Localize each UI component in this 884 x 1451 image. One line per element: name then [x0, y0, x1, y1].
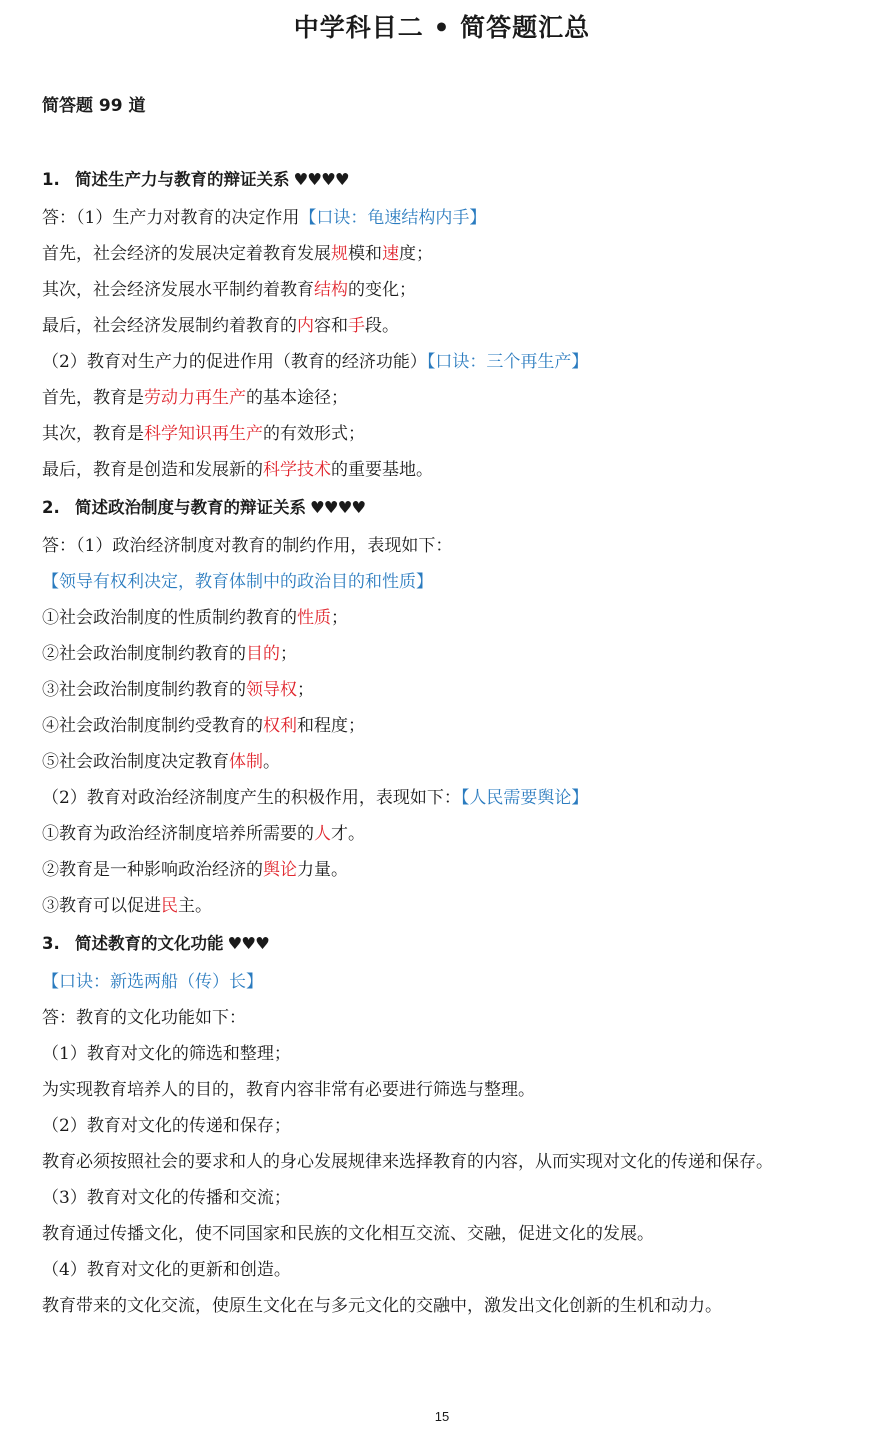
answer-line: [42, 236, 842, 272]
answer-line: [42, 600, 842, 636]
text-run: ；: [297, 680, 314, 700]
text-run: 其次，社会经济发展水平制约着教育: [42, 280, 314, 300]
mnemonic-tip: 【口诀：新选两船（传）长】: [42, 972, 263, 992]
answer-line: [42, 1144, 842, 1180]
text-run: 答：教育的文化功能如下：: [42, 1008, 246, 1028]
answer-line: [42, 888, 842, 924]
mnemonic-tip: 【口诀：三个再生产】: [426, 352, 589, 372]
importance-hearts: ♥♥♥♥: [310, 498, 366, 517]
keyword-highlight: 规: [331, 244, 348, 264]
keyword-highlight: 科学技术: [263, 460, 331, 480]
page-number: 15: [434, 1409, 450, 1424]
answer-line: [42, 416, 842, 452]
answer-line: [42, 1180, 842, 1216]
text-run: 简述政治制度与教育的辩证关系: [75, 498, 306, 517]
text-run: 教育必须按照社会的要求和人的身心发展规律来选择教育的内容，从而实现对文化的传递和保存。: [42, 1152, 773, 1172]
text-run: 教育带来的文化交流，使原生文化在与多元文化的交融中，激发出文化创新的生机和动力。: [42, 1296, 722, 1316]
answer-line: [42, 344, 842, 380]
answer-content: [42, 160, 842, 1324]
answer-line: [42, 744, 842, 780]
text-run: 简述生产力与教育的辩证关系: [75, 170, 290, 189]
answer-line: [42, 780, 842, 816]
text-run: 的重要基地。: [331, 460, 433, 480]
answer-line: [42, 964, 842, 1000]
answer-line: [42, 1072, 842, 1108]
text-run: ②教育是一种影响政治经济的: [42, 860, 263, 880]
mnemonic-tip: 【领导有权利决定，教育体制中的政治目的和性质】: [42, 572, 433, 592]
answer-line: [42, 672, 842, 708]
text-run: （4）教育对文化的更新和创造。: [42, 1260, 291, 1280]
keyword-highlight: 舆论: [263, 860, 297, 880]
answer-line: [42, 200, 842, 236]
answer-line: [42, 272, 842, 308]
mnemonic-tip: 【人民需要舆论】: [460, 788, 589, 808]
answer-line: [42, 528, 842, 564]
keyword-highlight: 体制: [229, 752, 263, 772]
text-run: 其次，教育是: [42, 424, 144, 444]
text-run: 答：（1）生产力对教育的决定作用: [42, 208, 300, 228]
question-number: 3.: [42, 934, 60, 953]
keyword-highlight: 结构: [314, 280, 348, 300]
question-heading: [42, 160, 842, 200]
text-run: 为实现教育培养人的目的，教育内容非常有必要进行筛选与整理。: [42, 1080, 535, 1100]
text-run: ；: [331, 608, 348, 628]
text-run: 最后，社会经济发展制约着教育的: [42, 316, 297, 336]
text-run: ③社会政治制度制约教育的: [42, 680, 246, 700]
text-run: （2）教育对文化的传递和保存；: [42, 1116, 291, 1136]
page-title: 中学科目二 • 简答题汇总: [293, 13, 591, 42]
text-run: 的基本途径；: [246, 388, 348, 408]
keyword-highlight: 人: [314, 824, 331, 844]
text-run: 容和: [314, 316, 348, 336]
text-run: 段。: [365, 316, 399, 336]
question-number: 1.: [42, 170, 60, 189]
text-run: ②社会政治制度制约教育的: [42, 644, 246, 664]
answer-line: [42, 708, 842, 744]
answer-line: [42, 1216, 842, 1252]
text-run: （1）教育对文化的筛选和整理；: [42, 1044, 291, 1064]
text-run: ①教育为政治经济制度培养所需要的: [42, 824, 314, 844]
text-run: 。: [263, 752, 280, 772]
text-run: 的变化；: [348, 280, 416, 300]
text-run: （2）教育对政治经济制度产生的积极作用，表现如下：: [42, 788, 461, 808]
answer-line: [42, 1000, 842, 1036]
question-heading: [42, 488, 842, 528]
answer-line: [42, 636, 842, 672]
keyword-highlight: 权利: [263, 716, 297, 736]
keyword-highlight: 目的: [246, 644, 280, 664]
text-run: 答：（1）政治经济制度对教育的制约作用，表现如下：: [42, 536, 453, 556]
keyword-highlight: 劳动力再生产: [144, 388, 246, 408]
answer-line: [42, 308, 842, 344]
answer-line: [42, 380, 842, 416]
text-run: ；: [280, 644, 297, 664]
keyword-highlight: 科学知识再生产: [144, 424, 263, 444]
text-run: ①社会政治制度的性质制约教育的: [42, 608, 297, 628]
keyword-highlight: 领导权: [246, 680, 297, 700]
answer-line: [42, 1288, 842, 1324]
text-run: 模和: [348, 244, 382, 264]
text-run: 度；: [399, 244, 433, 264]
keyword-highlight: 内: [297, 316, 314, 336]
text-run: （3）教育对文化的传播和交流；: [42, 1188, 291, 1208]
text-run: 教育通过传播文化，使不同国家和民族的文化相互交流、交融，促进文化的发展。: [42, 1224, 654, 1244]
text-run: ③教育可以促进: [42, 896, 161, 916]
text-run: 简述教育的文化功能: [75, 934, 224, 953]
text-run: ⑤社会政治制度决定教育: [42, 752, 229, 772]
question-number: 2.: [42, 498, 60, 517]
keyword-highlight: 手: [348, 316, 365, 336]
text-run: （2）教育对生产力的促进作用（教育的经济功能）: [42, 352, 427, 372]
keyword-highlight: 性质: [297, 608, 331, 628]
text-run: 主。: [178, 896, 212, 916]
text-run: 和程度；: [297, 716, 365, 736]
text-run: 的有效形式；: [263, 424, 365, 444]
answer-line: [42, 816, 842, 852]
keyword-highlight: 速: [382, 244, 399, 264]
text-run: 力量。: [297, 860, 348, 880]
mnemonic-tip: 【口诀：龟速结构内手】: [299, 208, 487, 228]
answer-line: [42, 1036, 842, 1072]
answer-line: [42, 1108, 842, 1144]
text-run: 首先，教育是: [42, 388, 144, 408]
answer-line: [42, 564, 842, 600]
question-heading: [42, 924, 842, 964]
importance-hearts: ♥♥♥: [227, 934, 269, 953]
text-run: 首先，社会经济的发展决定着教育发展: [42, 244, 331, 264]
keyword-highlight: 民: [161, 896, 178, 916]
text-run: ④社会政治制度制约受教育的: [42, 716, 263, 736]
answer-line: [42, 1252, 842, 1288]
answer-line: [42, 852, 842, 888]
text-run: 才。: [331, 824, 365, 844]
answer-line: [42, 452, 842, 488]
section-subheading: 简答题 99 道: [42, 96, 146, 116]
importance-hearts: ♥♥♥♥: [293, 170, 349, 189]
text-run: 最后，教育是创造和发展新的: [42, 460, 263, 480]
